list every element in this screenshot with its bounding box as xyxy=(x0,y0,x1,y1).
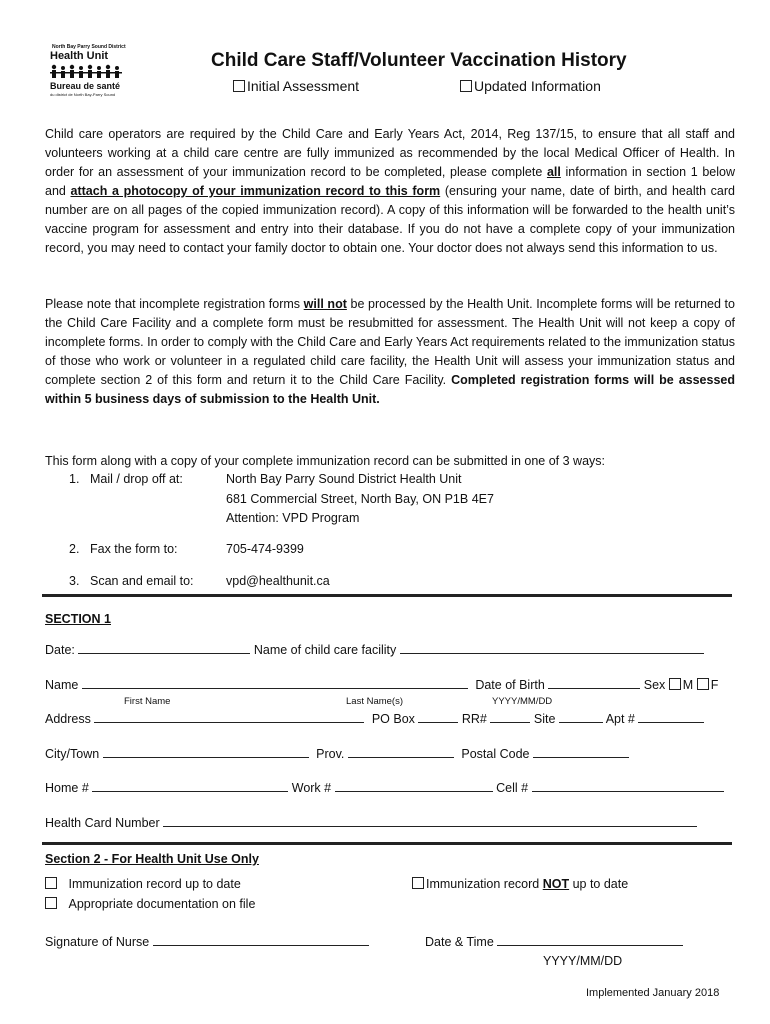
fax-number: 705-474-9399 xyxy=(226,542,304,556)
section-1-divider xyxy=(42,594,732,597)
po-box-label: PO Box xyxy=(371,712,415,726)
email-address: vpd@healthunit.ca xyxy=(226,574,330,588)
up-to-date-checkbox[interactable] xyxy=(45,877,57,889)
method-3-num: 3. xyxy=(69,574,80,588)
method-2-label: Fax the form to: xyxy=(90,542,178,556)
not-up-to-date-not: NOT xyxy=(542,877,570,891)
people-icon xyxy=(50,64,126,80)
documentation-checkbox[interactable] xyxy=(45,897,57,909)
documentation-option[interactable] xyxy=(45,897,255,911)
address-label: Address xyxy=(45,712,91,726)
sex-m-checkbox[interactable] xyxy=(669,678,681,690)
sex-m-label: M xyxy=(682,678,694,692)
intro-p1-a: Child care operators are required by the Child Care and Early Years Act, 2014, Reg 137/15, to ensure that all staff and volunteers working at a child care centre are fully immunized as recommended by the local Medical Officer of Health. In order for an assessment of your immunization record to be completed, please complete xyxy=(45,127,735,179)
sex-label: Sex xyxy=(643,678,666,692)
documentation-label: Appropriate documentation on file xyxy=(68,897,256,911)
intro-p2-a: Please note that incomplete registration forms xyxy=(45,297,304,311)
intro-p2-b: be processed by the Health Unit. Incomplete forms will be returned to the Child Care Facility and a complete form must be resubmitted for assessment. The Health Unit will not keep a copy of incomplete forms. In order to comply with the Child Care and Early Years Act requirements related to the immunization status of those who work or volunteer in a regulated child care facility, the Health Unit will assess your immunization status and complete section 2 of this form and return it to the Child Care Facility. xyxy=(45,297,735,387)
health-card-label: Health Card Number xyxy=(45,816,160,830)
health-unit-logo xyxy=(50,44,130,100)
method-1-num: 1. xyxy=(69,472,80,486)
date-format-hint: YYYY/MM/DD xyxy=(543,954,623,968)
sex-f-checkbox[interactable] xyxy=(697,678,709,690)
logo-top-text: North Bay Parry Sound District xyxy=(52,44,126,50)
site-label: Site xyxy=(533,712,556,726)
dob-label: Date of Birth xyxy=(475,678,545,692)
updated-information-option[interactable] xyxy=(460,78,601,94)
initial-assessment-label: Initial Assessment xyxy=(247,78,360,94)
cell-label: Cell # xyxy=(496,781,529,795)
date-field[interactable] xyxy=(45,642,704,657)
not-up-to-date-checkbox[interactable] xyxy=(412,877,424,889)
name-field[interactable] xyxy=(45,677,718,692)
phone-field[interactable] xyxy=(45,780,724,795)
initial-assessment-option[interactable] xyxy=(233,78,359,94)
prov-label: Prov. xyxy=(316,747,345,761)
updated-information-checkbox[interactable] xyxy=(460,80,472,92)
intro-paragraph-2 xyxy=(45,295,735,409)
city-field[interactable] xyxy=(45,746,629,761)
section-2-heading: Section 2 - For Health Unit Use Only xyxy=(45,852,259,866)
logo-name-en: Health Unit xyxy=(50,50,109,62)
apt-label: Apt # xyxy=(605,712,635,726)
intro-paragraph-1 xyxy=(45,125,735,258)
method-1-line3: Attention: VPD Program xyxy=(226,511,360,525)
updated-information-label: Updated Information xyxy=(474,78,601,94)
submit-intro: This form along with a copy of your complete immunization record can be submitted in one of 3 ways: xyxy=(45,454,605,468)
signature-label: Signature of Nurse xyxy=(45,935,150,949)
method-1-line2: 681 Commercial Street, North Bay, ON P1B 4E7 xyxy=(226,492,494,506)
logo-sub-fr: du district de North Bay-Parry Sound xyxy=(50,92,116,97)
address-field[interactable] xyxy=(45,711,704,726)
city-label: City/Town xyxy=(45,747,100,761)
implemented-date: Implemented January 2018 xyxy=(586,987,720,999)
date-time-label: Date & Time xyxy=(425,935,494,949)
section-2-divider xyxy=(42,842,732,845)
not-up-to-date-label-b: up to date xyxy=(569,877,629,891)
last-name-hint: Last Name(s) xyxy=(346,696,404,707)
intro-p1-b: information in section 1 below and xyxy=(45,165,735,198)
method-2-num: 2. xyxy=(69,542,80,556)
sex-f-label: F xyxy=(710,678,719,692)
facility-label: Name of child care facility xyxy=(253,643,397,657)
home-label: Home # xyxy=(45,781,89,795)
section-1-heading: SECTION 1 xyxy=(45,612,111,626)
not-up-to-date-option[interactable] xyxy=(412,877,628,891)
intro-p2-bold: Completed registration forms will be assessed within 5 business days of submission to the Health Unit. xyxy=(45,373,735,406)
not-up-to-date-label-a: Immunization record xyxy=(426,877,543,891)
page-title: Child Care Staff/Volunteer Vaccination History xyxy=(211,50,627,71)
method-1-line1: North Bay Parry Sound District Health Unit xyxy=(226,472,462,486)
up-to-date-option[interactable] xyxy=(45,877,241,891)
initial-assessment-checkbox[interactable] xyxy=(233,80,245,92)
first-name-hint: First Name xyxy=(124,696,171,707)
work-label: Work # xyxy=(291,781,332,795)
date-time-field[interactable] xyxy=(425,934,683,949)
name-label: Name xyxy=(45,678,79,692)
nurse-signature-field[interactable] xyxy=(45,934,369,949)
intro-p1-c: (ensuring your name, date of birth, and health card number are on all pages of the copied immunization record). A copy of this information will be forwarded to the health unit’s vaccine program for assessment and entry into their database. If you do not have a complete copy of your immunization record, you may need to contact your family doctor to obtain one. Your doctor does not always send this information to us. xyxy=(45,184,735,255)
intro-p1-all: all xyxy=(546,165,561,179)
method-1-label: Mail / drop off at: xyxy=(90,472,183,486)
logo-name-fr: Bureau de santé xyxy=(50,81,121,91)
method-3-label: Scan and email to: xyxy=(90,574,194,588)
postal-label: Postal Code xyxy=(461,747,530,761)
intro-p2-willnot: will not xyxy=(303,297,347,311)
rr-label: RR# xyxy=(461,712,487,726)
date-label: Date: xyxy=(45,643,75,657)
dob-format-hint: YYYY/MM/DD xyxy=(492,696,553,707)
health-card-field[interactable] xyxy=(45,815,697,830)
intro-p1-attach: attach a photocopy of your immunization record to this form xyxy=(70,184,441,198)
up-to-date-label: Immunization record up to date xyxy=(68,877,241,891)
